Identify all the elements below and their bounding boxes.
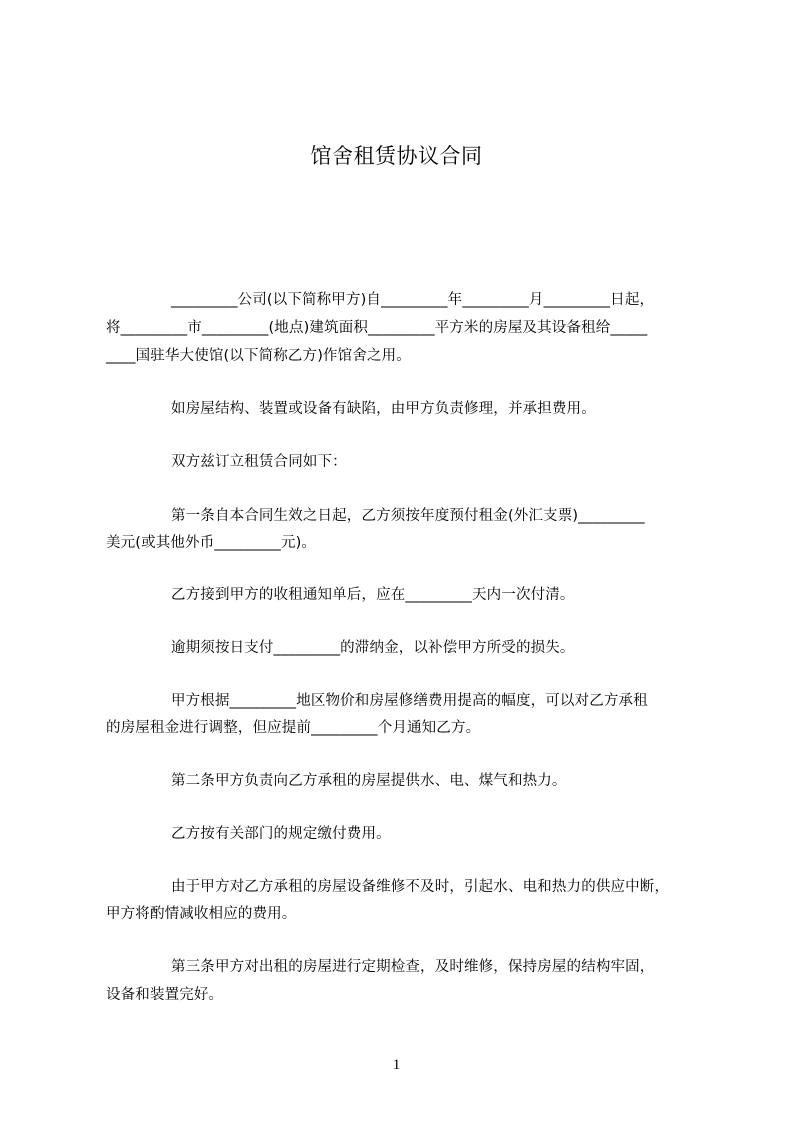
paragraph-line: 甲方根据_________地区物价和房屋修缮费用提高的幅度，可以对乙方承租 xyxy=(171,693,648,709)
paragraph-line: 美元(或其他外币_________元)。 xyxy=(106,535,317,551)
paragraph-line: 乙方按有关部门的规定缴付费用。 xyxy=(171,826,391,842)
page-number: 1 xyxy=(392,1057,401,1073)
paragraph-line: 乙方接到甲方的收租通知单后，应在_________天内一次付清。 xyxy=(171,587,575,603)
paragraph-line: 由于甲方对乙方承租的房屋设备维修不及时，引起水、电和热力的供应中断， xyxy=(171,879,670,895)
paragraph-line: 将_________市_________(地点)建筑面积_________平方米的房屋及其设备租给_____ xyxy=(106,320,648,336)
paragraph-line: 第二条甲方负责向乙方承租的房屋提供水、电、煤气和热力。 xyxy=(171,773,567,789)
document-title: 馆舍租赁协议合同 xyxy=(310,144,483,168)
paragraph-line: _________公司(以下简称甲方)自_________年_________月_________日起， xyxy=(171,292,655,308)
paragraph-line: 的房屋租金进行调整，但应提前_________个月通知乙方。 xyxy=(106,720,481,736)
paragraph-line: 逾期须按日支付_________的滞纳金，以补偿甲方所受的损失。 xyxy=(171,640,575,656)
paragraph-line: 第一条自本合同生效之日起，乙方须按年度预付租金(外汇支票)_________ xyxy=(171,508,645,524)
paragraph-line: 设备和装置完好。 xyxy=(106,987,224,1003)
paragraph-line: ____国驻华大使馆(以下简称乙方)作馆舍之用。 xyxy=(106,348,411,364)
paragraph-line: 双方兹订立租赁合同如下： xyxy=(171,454,347,470)
paragraph-line: 如房屋结构、装置或设备有缺陷，由甲方负责修理，并承担费用。 xyxy=(171,401,596,417)
paragraph-line: 第三条甲方对出租的房屋进行定期检查，及时维修，保持房屋的结构牢固， xyxy=(171,959,655,975)
paragraph-line: 甲方将酌情减收相应的费用。 xyxy=(106,906,297,922)
